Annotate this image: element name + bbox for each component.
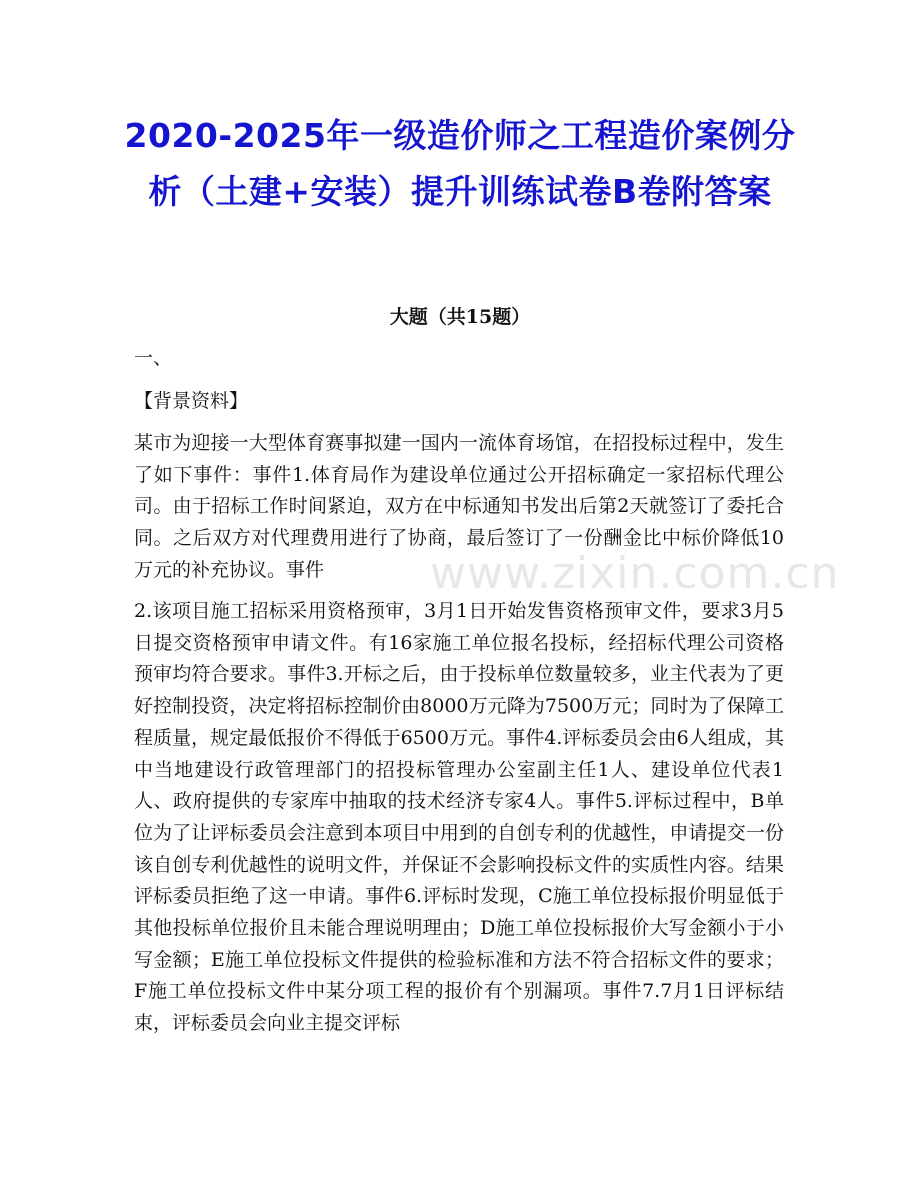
- paragraph-2: 2.该项目施工招标采用资格预审，3月1日开始发售资格预审文件，要求3月5日提交资格预审申请文件。有16家施工单位报名投标，经招标代理公司资格预审均符合要求。事件3.开标之后，由于投标单位数量较多，业主代表为了更好控制投资，决定将招标控制价由8000万元降为7500万元；同时为了保障工程质量，规定最低报价不得低于6500万元。事件4.评标委员会由6人组成，其中当地建设行政管理部门的招投标管理办公室副主任1人、建设单位代表1人、政府提供的专家库中抽取的技术经济专家4人。事件5.评标过程中，B单位为了让评标委员会注意到本项目中用到的自创专利的优越性，申请提交一份该自创专利优越性的说明文件，并保证不会影响投标文件的实质性内容。结果评标委员拒绝了这一申请。事件6.评标时发现，C施工单位投标报价明显低于其他投标单位报价且未能合理说明理由；D施工单位投标报价大写金额小于小写金额；E施工单位投标文件提供的检验标准和方法不符合招标文件的要求；F施工单位投标文件中某分项工程的报价有个别漏项。事件7.7月1日评标结束，评标委员会向业主提交评标: [134, 600, 784, 1035]
- paragraph-1: 某市为迎接一大型体育赛事拟建一国内一流体育场馆，在招投标过程中，发生了如下事件：事件1.体育局作为建设单位通过公开招标确定一家招标代理公司。由于招标工作时间紧迫，双方在中标通知书发出后第2天就签订了委托合同。之后双方对代理费用进行了协商，最后签订了一份酬金比中标价降低10万元的补充协议。事件: [134, 432, 784, 581]
- question-number: 一、: [134, 347, 173, 369]
- document-title: 2020-2025年一级造价师之工程造价案例分析（土建+安装）提升训练试卷B卷附答案: [124, 116, 796, 211]
- background-label: 【背景资料】: [134, 390, 249, 412]
- watermark: www.zixin.com.cn: [430, 548, 840, 599]
- section-heading: 大题（共15题）: [389, 306, 531, 328]
